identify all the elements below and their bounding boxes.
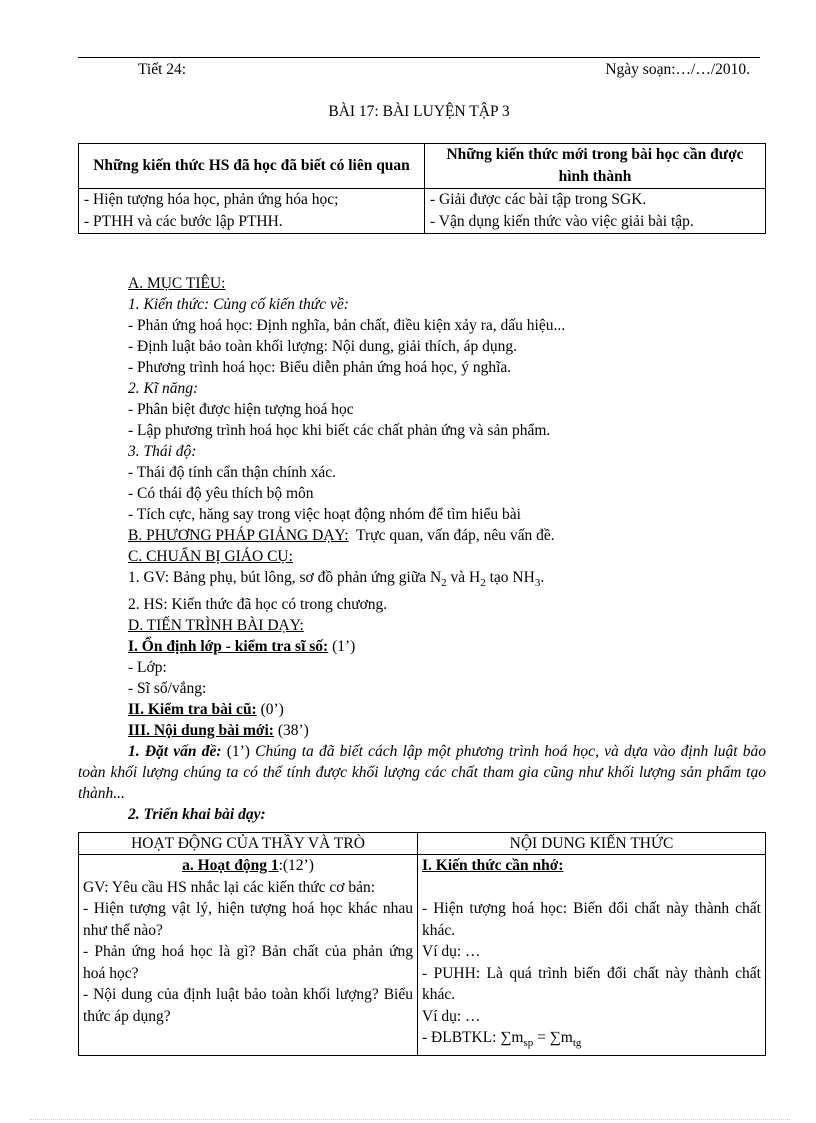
lesson-number: Tiết 24: (138, 61, 187, 78)
attitude-item: - Có thái độ yêu thích bộ môn (128, 485, 314, 502)
content-cell (418, 855, 766, 1056)
conservation-formula: - ĐLBTKL: $\sum m_{sp} = \sum m_{tg}$ (422, 1029, 582, 1050)
attitude-item: - Thái độ tính cẩn thận chính xác. (128, 464, 337, 481)
attitude-heading: 3. Thái độ: (128, 443, 197, 460)
section-b-heading: B. PHƯƠNG PHÁP GIẢNG DẠY: (128, 527, 349, 544)
content-header: NỘI DUNG KIẾN THỨC (418, 833, 766, 855)
activity-line: GV: Yêu cầu HS nhắc lại các kiến thức cơ bản: (83, 878, 376, 896)
lesson-body (78, 273, 766, 825)
activity-line: - Nội dung của định luật bảo toàn khối lượng? Biểu thức áp dụng? (83, 986, 413, 1025)
content-heading: I. Kiến thức cần nhớ: (422, 857, 564, 874)
knowledge-item: - Phản ứng hoá học: Định nghĩa, bản chất, điều kiện xảy ra, dấu hiệu... (128, 317, 566, 334)
attendance-line: - Sĩ số/vắng: (128, 680, 207, 698)
prep-date: Ngày soạn:…/…/2010. (605, 61, 750, 78)
deploy-heading: 2. Triển khai bài dạy: (128, 806, 266, 824)
skills-heading: 2. Kĩ năng: (128, 380, 199, 397)
header (78, 61, 760, 81)
step-iii: III. Nội dung bài mới: (38’) (128, 722, 309, 740)
activity-line: - Hiện tượng vật lý, hiện tượng hoá học khác nhau như thế nào? (83, 900, 413, 939)
step-ii: II. Kiểm tra bài cũ: (0’) (128, 701, 284, 719)
header-rule (78, 57, 760, 58)
activities-cell (79, 855, 418, 1056)
section-b (128, 525, 766, 546)
new-knowledge-cell (425, 189, 766, 234)
knowledge-item: - Phương trình hoá học: Biểu diễn phản ứng hoá học, ý nghĩa. (128, 359, 512, 376)
attitude-item: - Tích cực, hăng say trong việc hoạt động nhóm để tìm hiểu bài (128, 506, 521, 523)
section-b-text: Trực quan, vấn đáp, nêu vấn đề. (356, 527, 555, 544)
activity-line: - Phản ứng hoá học là gì? Bản chất của phản ứng hoá học? (83, 943, 413, 982)
knowledge-heading: 1. Kiến thức: Củng cố kiến thức về: (128, 296, 349, 313)
knowledge-table (78, 143, 766, 234)
content-line: - Hiện tượng hoá học: Biến đổi chất này thành chất khác. (422, 900, 761, 939)
intro-paragraph: 1. Đặt vấn đề: (1’) Chúng ta đã biết cách lập một phương trình hoá học, và dựa vào định luật bảo toàn khối lượng chúng ta có thể tính được khối lượng các chất tham gia cũng như khối lượng sản phẩm tạo thành... (78, 743, 766, 803)
activity-title: a. Hoạt động 1:(12’) (182, 857, 314, 874)
class-line: - Lớp: (128, 659, 167, 677)
footer-rule (30, 1119, 790, 1120)
content-line: Ví dụ: … (422, 1007, 481, 1025)
known-item: - PTHH và các bước lập PTHH. (84, 213, 283, 230)
activity-table (78, 832, 766, 1056)
known-knowledge-header: Những kiến thức HS đã học đã biết có liên quan (79, 144, 425, 189)
section-c-heading: C. CHUẨN BỊ GIÁO CỤ: (128, 548, 293, 565)
activities-header: HOẠT ĐỘNG CỦA THẦY VÀ TRÒ (79, 833, 418, 855)
gv-prep: 1. GV: Bảng phụ, bút lông, sơ đồ phản ứng giữa $N_2$ và $H_2$ tạo $NH_3$. (128, 569, 545, 590)
hs-prep: 2. HS: Kiến thức đã học có trong chương. (128, 596, 388, 614)
new-knowledge-header: Những kiến thức mới trong bài học cần được hình thành (425, 144, 766, 189)
section-a-heading: A. MỤC TIÊU: (128, 275, 226, 292)
step-i: I. Ổn định lớp - kiểm tra sĩ số: (1’) (128, 638, 356, 656)
skills-item: - Phân biệt được hiện tượng hoá học (128, 401, 354, 418)
section-d-heading: D. TIẾN TRÌNH BÀI DẠY: (128, 617, 304, 635)
knowledge-item: - Định luật bảo toàn khối lượng: Nội dung, giải thích, áp dụng. (128, 338, 517, 355)
known-item: - Hiện tượng hóa học, phản ứng hóa học; (84, 191, 339, 208)
new-item: - Giải được các bài tập trong SGK. (430, 191, 647, 208)
content-line: - PUHH: Là quá trình biến đổi chất này thành chất khác. (422, 964, 761, 1003)
known-knowledge-cell (79, 189, 425, 234)
new-item: - Vận dụng kiến thức vào việc giải bài tập. (430, 213, 694, 230)
document-title: BÀI 17: BÀI LUYỆN TẬP 3 (328, 103, 510, 120)
content-line: Ví dụ: … (422, 943, 481, 960)
skills-item: - Lập phương trình hoá học khi biết các chất phản ứng và sản phẩm. (128, 422, 551, 439)
